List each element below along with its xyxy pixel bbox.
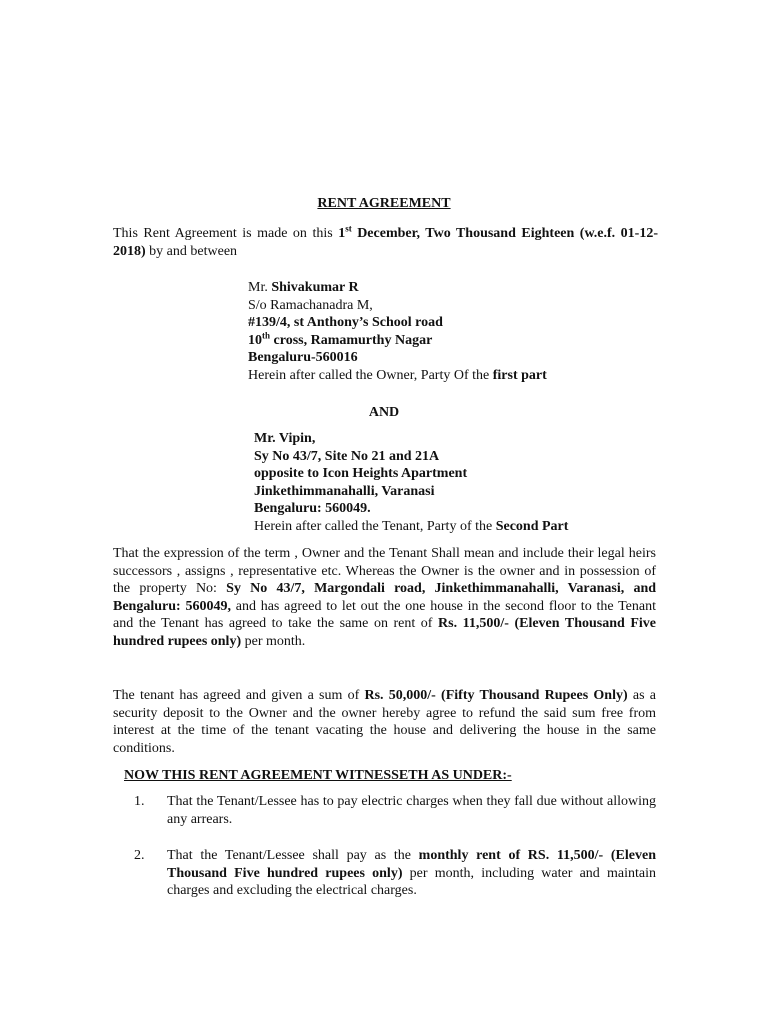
owner-relation: S/o Ramachanadra M, bbox=[248, 297, 373, 313]
owner-role: Herein after called the Owner, Party Of the first part bbox=[248, 367, 547, 383]
monthly-rent: monthly rent of RS. 11,500/- (Eleven Thousand Five hundred rupees only) bbox=[167, 848, 656, 881]
tenant-address-line2: opposite to Icon Heights Apartment bbox=[254, 466, 468, 482]
clause-number: 1. bbox=[134, 794, 145, 809]
clause-item bbox=[134, 847, 656, 900]
terms-paragraph: That the expression of the term , Owner and the Tenant Shall mean and include their legal heirs successors , assigns , representative etc. Whereas the Owner is the owner and in possession of the property No: Sy No 43/7, Margondali road, Jinkethimmanahalli, Varanasi, and Bengaluru: 560049, and has agreed to let out the one house in the second floor to the Tenant and the Tenant has agreed to take the same on rent of Rs. 11,500/- (Eleven Thousand Five hundred rupees only) per month. bbox=[113, 546, 657, 649]
intro-text: This Rent Agreement is made on this bbox=[113, 226, 339, 241]
clause-text: That the Tenant/Lessee has to pay electric charges when they fall due without allowing any arrears. bbox=[167, 794, 656, 827]
clause-number: 2. bbox=[134, 848, 145, 863]
document-title: RENT AGREEMENT bbox=[317, 196, 451, 211]
property-description: Sy No 43/7, Margondali road, Jinkethimmanahalli, Varanasi, and Bengaluru: 560049, bbox=[113, 581, 657, 614]
owner-address-line2: 10th cross, Ramamurthy Nagar bbox=[248, 330, 433, 348]
clause-item bbox=[134, 793, 656, 828]
tenant-city: Bengaluru: 560049. bbox=[254, 501, 371, 517]
tenant-address-line1: Sy No 43/7, Site No 21 and 21A bbox=[254, 448, 440, 464]
tenant-role: Herein after called the Tenant, Party of the Second Part bbox=[254, 518, 569, 534]
witness-heading: NOW THIS RENT AGREEMENT WITNESSETH AS UNDER:- bbox=[124, 768, 512, 783]
intro-text-end: by and between bbox=[145, 243, 238, 259]
tenant-block bbox=[254, 430, 674, 536]
rent-amount: Rs. 11,500/- (Eleven Thousand Five hundred rupees only) bbox=[113, 616, 656, 649]
tenant-name: Mr. Vipin, bbox=[254, 431, 316, 446]
owner-city: Bengaluru-560016 bbox=[248, 350, 358, 366]
intro-date: 1st December, Two Thousand Eighteen (w.e.f. 01-12-2018) bbox=[113, 223, 658, 259]
deposit-paragraph: The tenant has agreed and given a sum of Rs. 50,000/- (Fifty Thousand Rupees Only) as a security deposit to the Owner and the owner hereby agree to refund the said sum free from interest at the time of the tenant vacating the house and delivering the house in the same conditions. bbox=[113, 688, 656, 756]
owner-name: Mr. Shivakumar R bbox=[248, 280, 359, 295]
and-separator: AND bbox=[368, 405, 400, 420]
clause-text: That the Tenant/Lessee shall pay as the monthly rent of RS. 11,500/- (Eleven Thousand Five hundred rupees only) per month, including water and maintain charges and excluding the electrical charges. bbox=[167, 848, 656, 899]
deposit-amount: Rs. 50,000/- (Fifty Thousand Rupees Only) bbox=[364, 688, 628, 703]
owner-block bbox=[248, 279, 668, 385]
tenant-address-line3: Jinkethimmanahalli, Varanasi bbox=[254, 483, 435, 499]
intro-paragraph bbox=[113, 225, 658, 260]
owner-address-line1: #139/4, st Anthony’s School road bbox=[248, 315, 443, 331]
